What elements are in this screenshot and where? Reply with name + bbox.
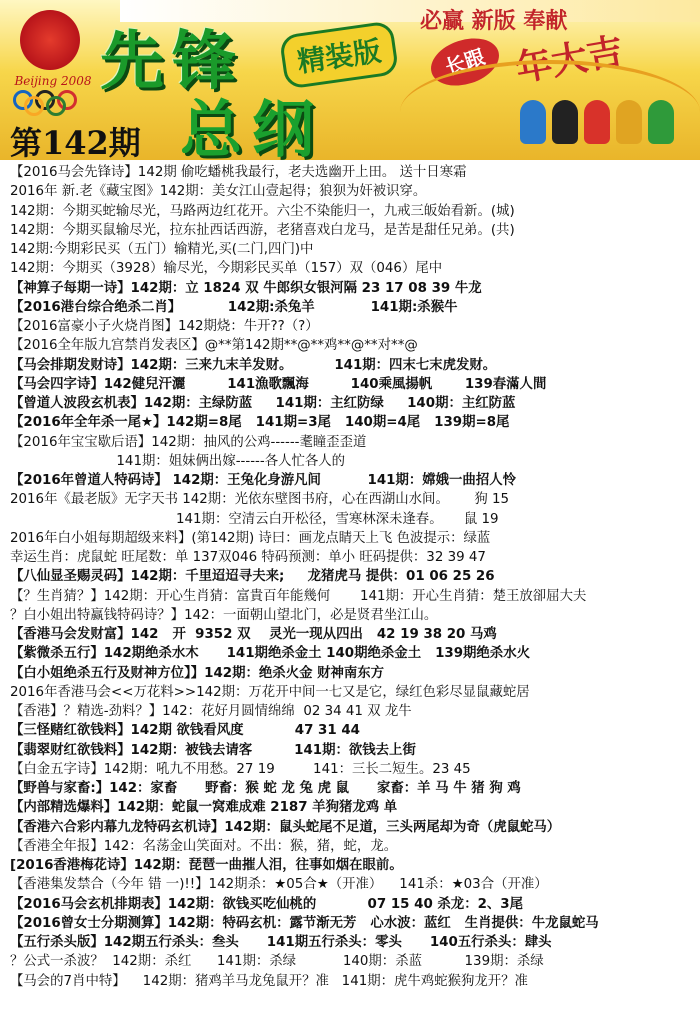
title-xianfeng: 先锋 [100, 24, 244, 99]
mascot-jingjing-icon [552, 100, 578, 144]
list-item: 2016年白小姐每期超级来料】(第142期) 诗曰：画龙点睛天上飞 色波提示：绿蓝 [10, 530, 491, 546]
banner-slogan: 必赢 新版 奉献 [420, 8, 568, 34]
list-item: 【马会的7肖中特】 142期：猪鸡羊马龙兔鼠开？准 141期：虎牛鸡蛇猴狗龙开？准 [10, 973, 528, 989]
list-item: 【2016全年版九宫禁肖发表区】@**第142期**@**鸡**@**对**@ [10, 338, 418, 354]
follow-badge: 长跟 [425, 30, 505, 93]
list-item: 【2016年曾道人特码诗】 142期：王兔化身游凡间 141期：嫦娥一曲招人怜 [10, 473, 516, 488]
list-item: 【香港六合彩内幕九龙特码玄机诗】142期：鼠头蛇尾不足道，三头两尾却为奇（虎鼠蛇马） [10, 819, 561, 835]
list-item: 142期：今期买蛇输尽光，马路两边红花开。六尘不染能归一，九戒三皈始看新。(城) [10, 203, 515, 219]
olympic-rings-icon [13, 90, 93, 114]
list-item: 【白小姐绝杀五行及财神方位】】142期：绝杀火金 财神南东方 [10, 665, 385, 681]
list-item: [2016香港梅花诗】142期：琵琶一曲摧人泪，往事如烟在眼前。 [10, 858, 403, 873]
list-item: 【2016年全年杀一尾★】142期=8尾 141期=3尾 140期=4尾 139期=8尾 [10, 415, 510, 431]
list-item: ？白小姐出特赢钱特码诗？】142：一面朝山望北门，必是贤君坐江山。 [10, 607, 438, 623]
dancing-beijing-seal-icon [20, 10, 80, 70]
fuwa-mascots [520, 100, 674, 144]
list-item: 【？生肖猜？】142期：开心生肖猜：富貴百年能幾何 141期：开心生肖猜：楚王放卻屈大夫 [10, 588, 587, 604]
beijing-2008-emblem [8, 10, 98, 120]
list-item: 【香港集发禁合（今年 错 一)!!】142期杀：★05合★（开准） 141杀：★03合（开准） [10, 877, 548, 893]
header-banner [0, 0, 700, 160]
list-item: 【八仙显圣赐灵码】142期：千里迢迢寻夫来; 龙猪虎马 提供：01 06 25 26 [10, 569, 495, 585]
list-item: 141期：姐妹俩出嫁------各人忙各人的 [10, 453, 346, 469]
list-item: 2016年《最老版》无字天书 142期：光依东壁图书府，心在西湖山水间。 狗 15 [10, 492, 510, 508]
list-item: 幸运生肖：虎鼠蛇 旺尾数：单 137双046 特码预测：单小 旺码提供：32 39 47 [10, 550, 486, 565]
list-item: 【2016港台综合绝杀二肖】 142期:杀兔羊 141期:杀猴牛 [10, 299, 458, 315]
edition-badge: 精装版 [279, 20, 399, 89]
list-item: 【曾道人波段玄机表】142期：主绿防蓝 141期：主红防绿 140期：主红防蓝 [10, 396, 516, 411]
mascot-huanhuan-icon [584, 100, 610, 144]
list-item: 【2016富豪小子火烧肖图】142期烧：牛开??（?） [10, 319, 319, 334]
list-item: 【香港马会发财富】142 开 9352 双 灵光一现从四出 42 19 38 20 马鸡 [10, 627, 497, 642]
new-year-greeting: 年大吉 [512, 29, 627, 91]
list-item: 【马会四字诗】142健兒汗灑 141漁歌飄海 140乘風揚帆 139春滿人間 [10, 376, 547, 392]
list-item: 【马会排期发财诗】142期：三来九末羊发财。 141期：四末七末虎发财。 [10, 357, 497, 373]
list-item: 【香港全年报】142：名荡金山笑面对。不出：猴，猪，蛇，龙。 [10, 838, 398, 854]
list-item: 【三怪赌红欲钱料】142期 欲钱看风度 47 31 44 [10, 723, 360, 739]
list-item: 【内部精选爆料】142期：蛇鼠一窝难成难 2187 羊狗猪龙鸡 单 [10, 800, 398, 816]
list-item: 【白金五字诗】142期：吼九不用愁。27 19 141：三长二短生。23 45 [10, 761, 471, 777]
list-item: 【2016曾女士分期测算】142期：特码玄机：露节渐无芳 心水波：蓝红 生肖提供：牛龙鼠蛇马 [10, 915, 599, 931]
emblem-text: Beijing 2008 [14, 74, 92, 88]
list-item: 【翡翠财红欲钱料】142期：被钱去请客 141期：欲钱去上街 [10, 742, 416, 758]
issue-number: 第142期 [10, 124, 141, 160]
list-item: 142期：今期买（3928）输尽光，今期彩民买单（157）双（046）尾中 [10, 261, 443, 277]
list-item: 【野兽与家畜:】142：家畜 野畜：猴 蛇 龙 兔 虎 鼠 家畜：羊 马 牛 猪 狗 鸡 [10, 781, 521, 796]
list-item: 142期：今期买鼠输尽光，拉东扯西话西游，老猪喜戏白龙马，是苦是甜任兄弟。(共) [10, 222, 515, 238]
mascot-yingying-icon [616, 100, 642, 144]
list-item: 【2016年宝宝歇后语】142期：抽风的公鸡------耄瞳歪歪道 [10, 434, 367, 450]
list-item: 2016年香港马会<<万花料>>142期：万花开中间一七又是它，绿红色彩尽显鼠藏蛇居 [10, 684, 530, 700]
list-item: 【五行杀头版】142期五行杀头：叁头 141期五行杀头：零头 140五行杀头：肆头 [10, 935, 552, 950]
title-zonggang: 总纲 [180, 93, 325, 160]
mascot-beibei-icon [520, 100, 546, 144]
mascot-nini-icon [648, 100, 674, 144]
list-item: ？公式一杀波？ 142期：杀红 141期：杀绿 140期：杀蓝 139期：杀绿 [10, 954, 544, 970]
predictions-list [0, 160, 700, 991]
list-item: 141期：空清云白开松径，雪寒林深未逢春。 鼠 19 [10, 511, 499, 527]
list-item: 2016年 新.老《藏宝图》142期：美女江山壹起得；狼狈为奸被识穿。 [10, 184, 427, 200]
list-item: 【紫微杀五行】142期绝杀水木 141期绝杀金土 140期绝杀金土 139期绝杀水火 [10, 646, 530, 662]
list-item: 【2016马会玄机排期表】142期：欲钱买吃仙桃的 07 15 40 杀龙：2、3尾 [10, 896, 524, 912]
list-item: 【2016马会先锋诗】142期 偷吃蟠桃我最行，老夫选幽开上田。 送十日寒霜 [10, 165, 467, 180]
list-item: 【香港】？精选-劲料？】142：花好月圆情绵绵 02 34 41 双 龙牛 [10, 704, 412, 719]
list-item: 【神算子每期一诗】142期：立 1824 双 牛郎织女银河隔 23 17 08 39 牛龙 [10, 280, 482, 296]
list-item: 142期:今期彩民买（五门）输精光,买(二门,四门)中 [10, 242, 314, 257]
